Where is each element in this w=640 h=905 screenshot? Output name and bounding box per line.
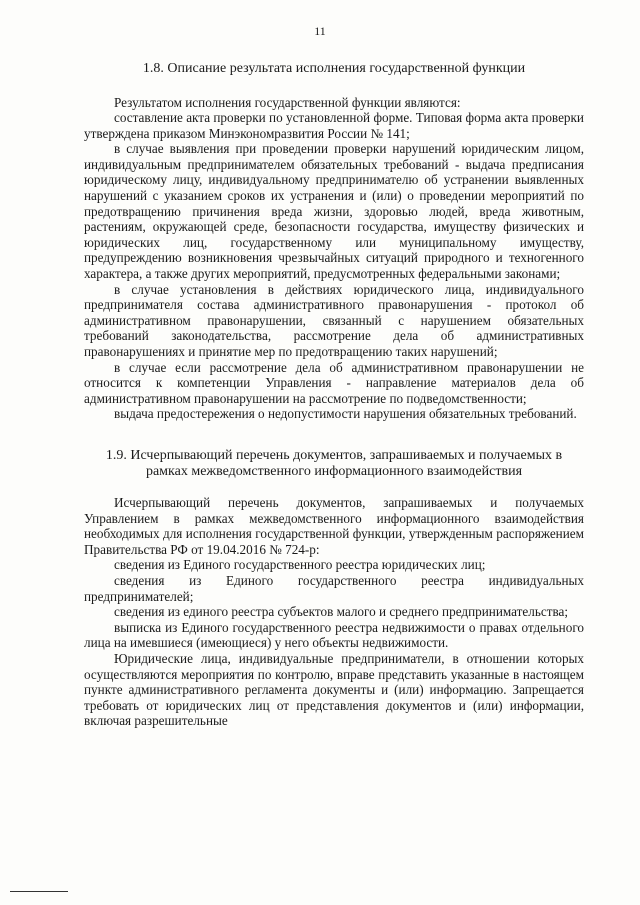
paragraph: в случае если рассмотрение дела об административном правонарушении не относится к компетенции Управления - направление материалов дела об административном правонарушении на рассмотрение по подведомственности; [84,359,584,406]
page-content [84,50,584,729]
paragraph: Юридические лица, индивидуальные предприниматели, в отношении которых осуществляются мероприятия по контролю, вправе представить указанные в настоящем пункте административного регламента документы и (или) информацию. Запрещается требовать от юридических лиц от представления документов и (или) информации, включая разрешительные [84,650,584,729]
paragraph: Исчерпывающий перечень документов, запрашиваемых и получаемых Управлением в рамках межведомственного информационного взаимодействия необходимых для исполнения государственной функции, утвержденным распоряжением Правительства РФ от 19.04.2016 № 724-р: [84,494,584,557]
paragraph: выписка из Единого государственного реестра недвижимости о правах отдельного лица на имевшиеся (имеющиеся) у него объекты недвижимости. [84,619,584,651]
paragraph: сведения из Единого государственного реестра юридических лиц; [114,557,486,573]
footnote-divider [10,891,68,892]
paragraph: в случае установления в действиях юридического лица, индивидуального предпринимателя состава административного правонарушения - протокол об административном правонарушении, связанный с нарушением обязательных требований законодательства, рассмотрение дела об административных правонарушениях и принятие мер по предотвращению таких нарушений; [84,281,584,359]
paragraph: сведения из Единого государственного реестра индивидуальных предпринимателей; [84,572,584,604]
paragraph: выдача предостережения о недопустимости нарушения обязательных требований. [114,406,577,422]
paragraph: Результатом исполнения государственной функции являются: [114,94,461,110]
section-heading-1-8: 1.8. Описание результата исполнения государственной функции [142,61,526,76]
section-heading-1-9: 1.9. Исчерпывающий перечень документов, запрашиваемых и получаемых в рамках межведомственного информационного взаимодействия [105,447,563,480]
page-number: 11 [314,24,326,38]
paragraph: составление акта проверки по установленной форме. Типовая форма акта проверки утверждена приказом Минэкономразвития России № 141; [84,110,584,141]
paragraph: в случае выявления при проведении проверки нарушений юридическим лицом, индивидуальным предпринимателем обязательных требований - выдача предписания юридическому лицу, индивидуальному предпринимателю об устранении выявленных нарушений с указанием сроков их устранения и (или) о проведении мероприятий по предотвращению причинения вреда жизни, здоровью людей, вреда животным, растениям, окружающей среде, безопасности государства, имуществу физических и юридических лиц, государственному или муниципальному имуществу, предупреждению возникновения чрезвычайных ситуаций природного и техногенного характера, а также других мероприятий, предусмотренных федеральными законами; [84,141,584,282]
paragraph: сведения из единого реестра субъектов малого и среднего предпринимательства; [114,604,569,620]
